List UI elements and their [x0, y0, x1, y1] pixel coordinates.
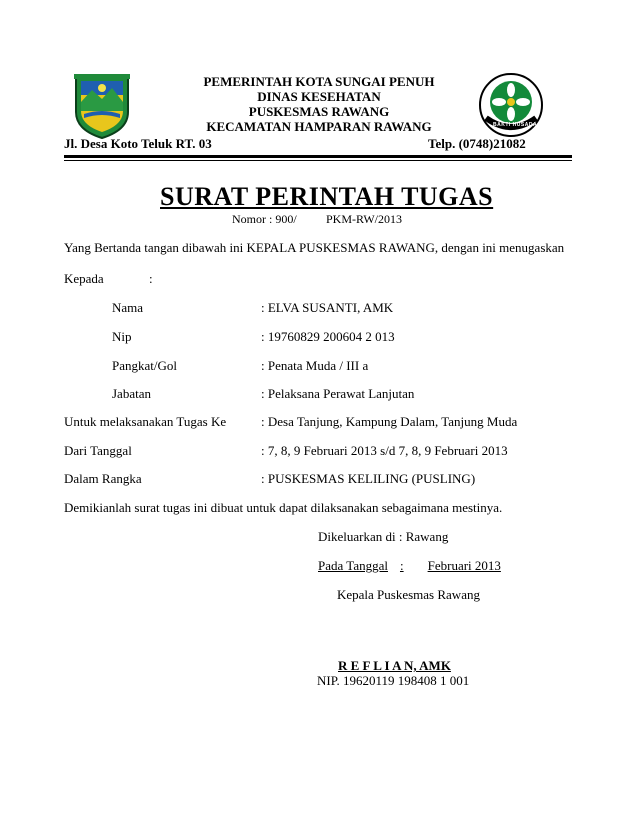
letterhead-phone: Telp. (0748)21082 — [428, 136, 526, 151]
signature-position: Kepala Puskesmas Rawang — [337, 587, 480, 602]
letterhead-line-4: KECAMATAN HAMPARAN RAWANG — [206, 119, 432, 134]
letterhead-line-2: DINAS KESEHATAN — [257, 89, 381, 104]
field-label-nip: Nip — [112, 329, 132, 344]
letterhead-address: Jl. Desa Koto Teluk RT. 03 — [64, 136, 212, 151]
signatory-name: R E F L I A N, AMK — [338, 658, 451, 673]
field-label-nama: Nama — [112, 300, 144, 315]
letterhead-line-1: PEMERINTAH KOTA SUNGAI PENUH — [203, 74, 435, 89]
detail-label-tanggal: Dari Tanggal — [64, 443, 132, 458]
document-title: SURAT PERINTAH TUGAS — [160, 182, 494, 211]
signatory-nip: NIP. 19620119 198408 1 001 — [317, 673, 470, 688]
letterhead-rule-thin — [64, 160, 572, 161]
detail-value-rangka: : PUSKESMAS KELILING (PUSLING) — [261, 471, 476, 486]
field-value-jabatan: : Pelaksana Perawat Lanjutan — [261, 386, 415, 401]
issued-at: Dikeluarkan di : Rawang — [318, 529, 449, 544]
letterhead-rule-thick — [64, 155, 572, 158]
field-label-pangkat: Pangkat/Gol — [112, 358, 177, 373]
nomor-label: Nomor : 900/ — [232, 212, 297, 226]
field-label-jabatan: Jabatan — [112, 386, 151, 401]
nomor-code: PKM-RW/2013 — [326, 212, 403, 226]
detail-label-rangka: Dalam Rangka — [64, 471, 142, 486]
field-value-nip: : 19760829 200604 2 013 — [261, 329, 395, 344]
kepada-colon: : — [149, 271, 153, 286]
kepada-label: Kepada — [64, 271, 104, 286]
letterhead — [0, 0, 638, 160]
detail-value-tanggal: : 7, 8, 9 Februari 2013 s/d 7, 8, 9 Februari 2013 — [261, 443, 508, 458]
intro-text: Yang Bertanda tangan dibawah ini KEPALA PUSKESMAS RAWANG, dengan ini menugaskan — [64, 240, 565, 255]
letterhead-line-3: PUSKESMAS RAWANG — [248, 104, 390, 119]
date-colon: : — [399, 558, 404, 573]
field-value-pangkat: : Penata Muda / III a — [261, 358, 369, 373]
bakti-husada-icon — [478, 72, 544, 138]
detail-value-tugas: : Desa Tanjung, Kampung Dalam, Tanjung Muda — [261, 414, 518, 429]
bakti-husada-text: BAKTI HUSADA — [493, 122, 538, 128]
field-value-nama: : ELVA SUSANTI, AMK — [261, 300, 394, 315]
date-value: Februari 2013 — [427, 558, 501, 573]
detail-label-tugas: Untuk melaksanakan Tugas Ke — [64, 414, 227, 429]
date-label: Pada Tanggal — [318, 558, 388, 573]
closing-text: Demikianlah surat tugas ini dibuat untuk dapat dilaksanakan sebagaimana mestinya. — [64, 500, 503, 515]
date-line — [318, 558, 501, 574]
